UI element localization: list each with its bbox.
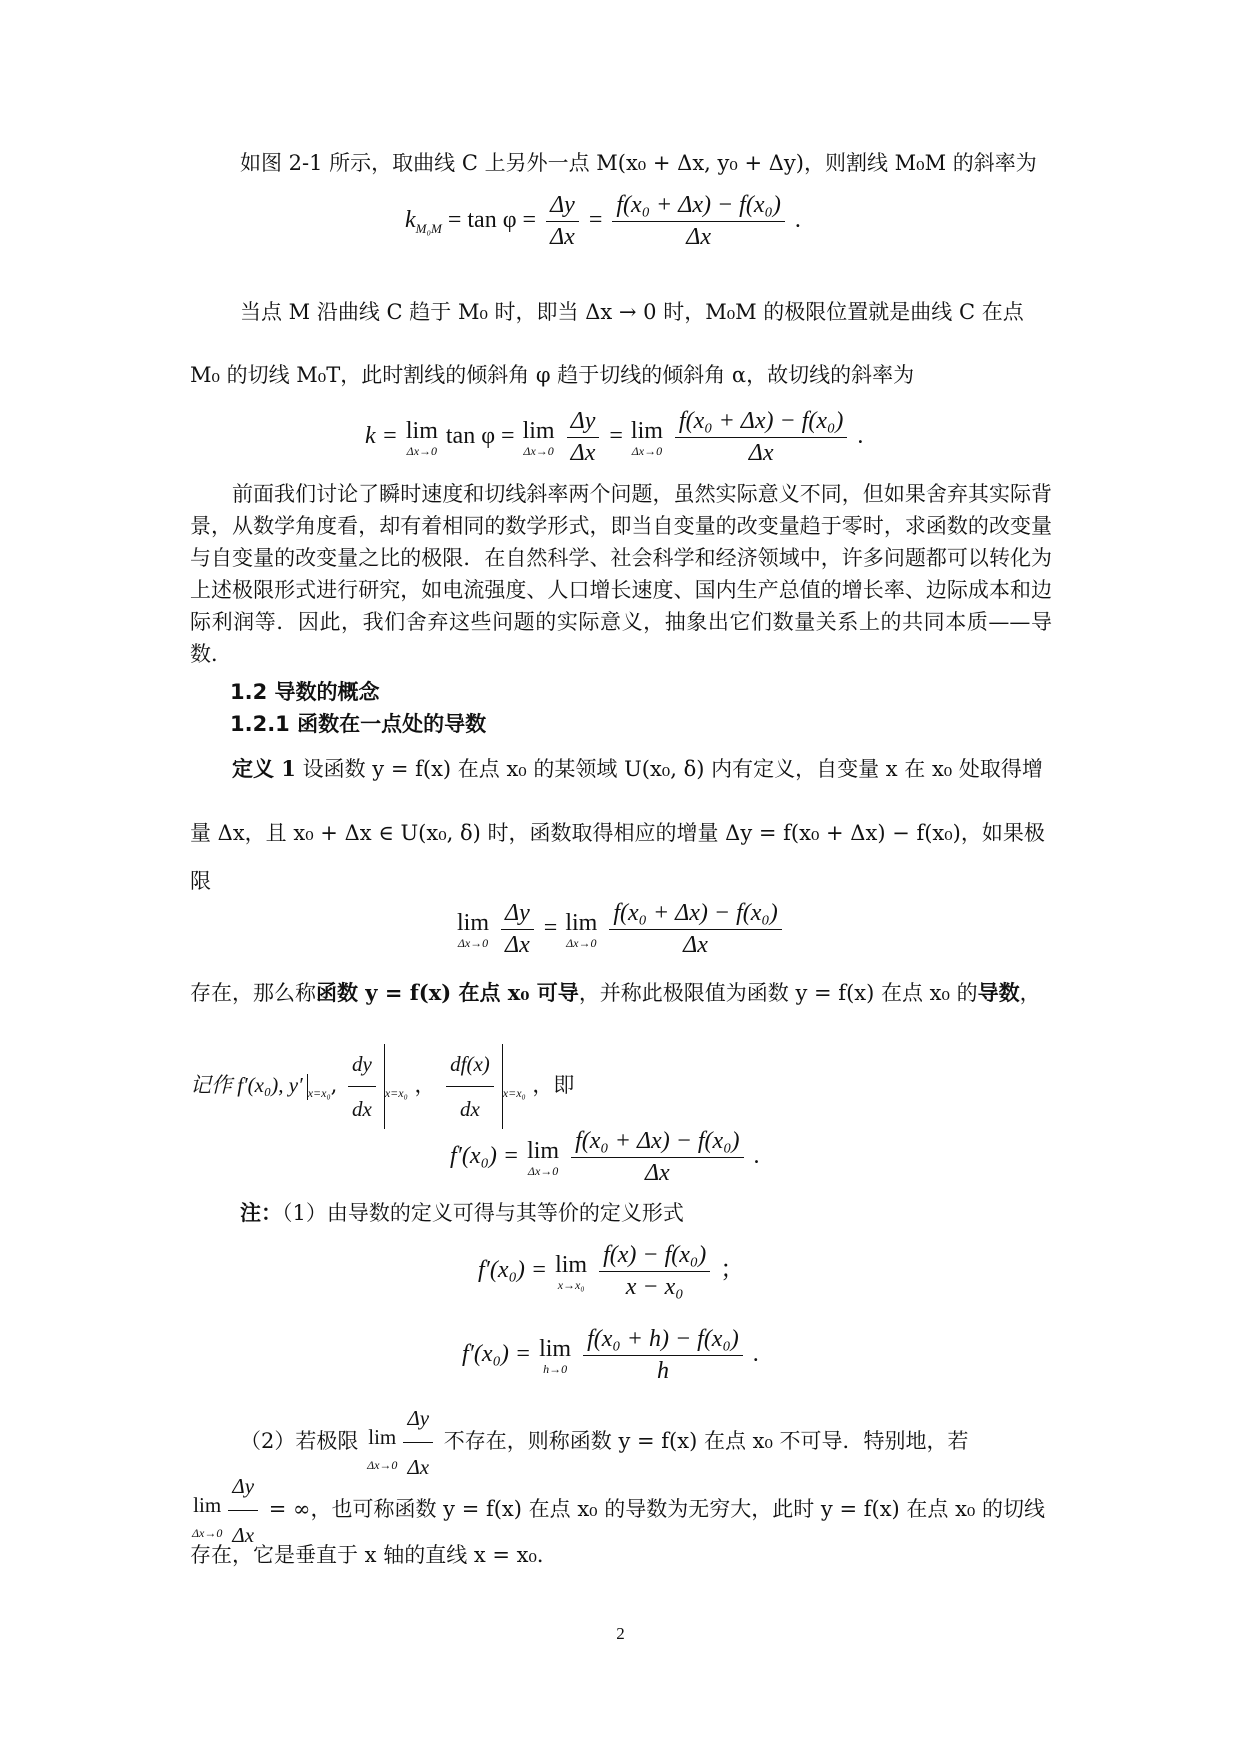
lim-subscript: Δx→0 [523, 444, 554, 458]
fraction-denominator: Δx [505, 932, 530, 958]
fraction-denominator: Δx [232, 1523, 255, 1547]
text-line: 存在，它是垂直于 x 轴的直线 x = x₀． [190, 1543, 558, 1567]
lim-subscript: h→0 [543, 1362, 568, 1376]
limit-operator [565, 910, 597, 949]
fraction-denominator: Δx [748, 440, 774, 466]
lim-subscript: Δx→0 [457, 936, 489, 950]
page-number: 2 [616, 1624, 625, 1643]
notation-line [190, 1044, 574, 1129]
lim-word: lim [527, 1138, 560, 1164]
lim-word: lim [565, 910, 598, 936]
eval-subscript: x=x₀ [384, 1086, 408, 1101]
fraction-numerator: Δy [567, 408, 600, 438]
fraction-denominator: Δx [686, 224, 711, 250]
eq-text: f′(x₀) = [478, 1257, 548, 1284]
text-line: 当点 M 沿曲线 C 趋于 M₀ 时，即当 Δx → 0 时，M₀M 的极限位置就是曲线 C 在点 [240, 300, 1024, 324]
remark-line [240, 1198, 684, 1228]
fraction [583, 1326, 743, 1385]
limit-operator [527, 1138, 559, 1177]
eq-text: = [609, 423, 623, 450]
fraction-numerator: f(x₀ + h) − f(x₀) [583, 1326, 743, 1356]
fraction-numerator: f(x₀ + Δx) − f(x₀) [571, 1128, 743, 1158]
equation-derivative-definition [450, 1128, 760, 1187]
text-span: 存在，那么称 [190, 981, 316, 1005]
fraction [546, 192, 579, 251]
eq-text: = [543, 915, 558, 942]
fraction-denominator: h [656, 1358, 669, 1384]
fraction-denominator: Δx [644, 1160, 670, 1186]
lim-word: lim [368, 1424, 397, 1449]
eq-subscript: M₀M [415, 220, 442, 236]
lim-word: lim [193, 1492, 222, 1517]
fraction [571, 1128, 743, 1187]
remark-label: 注： [240, 1200, 282, 1225]
text-span: ，并称此极限值为函数 y = f(x) 在点 x₀ 的 [578, 981, 978, 1005]
lim-word: lim [522, 418, 555, 444]
limit-operator [523, 418, 555, 457]
eq-text: tan φ = [445, 423, 515, 450]
text-span: = ∞，也可称函数 y = f(x) 在点 x₀ 的导数为无穷大，此时 y = f(x) 在点 x₀ 的切线 [268, 1497, 1046, 1521]
fraction-denominator: Δx [550, 224, 575, 250]
eval-subscript: x=x₀ [502, 1086, 526, 1101]
fraction [612, 192, 784, 251]
fraction-denominator: Δx [683, 932, 708, 958]
equation-tangent-slope [365, 408, 863, 467]
fraction-numerator: f(x₀ + Δx) − f(x₀) [609, 900, 781, 930]
lim-word: lim [630, 418, 663, 444]
equation-equivalent-form-2 [462, 1326, 759, 1385]
lim-subscript: Δx→0 [527, 1164, 559, 1178]
lim-subscript: Δx→0 [192, 1525, 223, 1540]
limit-operator [457, 910, 489, 949]
definition-text: 设函数 y = f(x) 在点 x₀ 的某领域 U(x₀, δ) 内有定义，自变量 x 在 x₀ 处取得增 [302, 757, 1043, 781]
evaluation-bar [344, 1044, 385, 1129]
lim-word: lim [539, 1336, 572, 1362]
limit-operator [631, 418, 663, 457]
lim-subscript: Δx→0 [406, 444, 438, 458]
eval-subscript: x=x₀ [307, 1086, 331, 1101]
limit-operator [555, 1252, 587, 1291]
notation-text: 记作 f′(x₀), y′ [190, 1073, 303, 1097]
limit-operator [192, 1483, 222, 1539]
fraction-numerator: f(x₀ + Δx) − f(x₀) [675, 408, 847, 438]
definition-line [232, 754, 1043, 784]
fraction [609, 900, 781, 959]
definition-label: 定义 1 [232, 756, 296, 781]
section-heading: 1.2 导数的概念 [230, 680, 380, 704]
fraction-numerator: f(x) − f(x₀) [599, 1242, 710, 1272]
fraction-denominator: Δx [570, 440, 596, 466]
fraction-denominator: x − x₀ [625, 1274, 684, 1300]
lim-word: lim [405, 418, 438, 444]
bold-term: 导数 [977, 980, 1020, 1005]
lim-subscript: Δx→0 [631, 444, 663, 458]
fraction [599, 1242, 710, 1301]
text-span: ， [1019, 981, 1041, 1005]
remark-text: （2）若极限 [240, 1429, 359, 1453]
fraction-numerator: f(x₀ + Δx) − f(x₀) [612, 192, 784, 222]
equation-secant-slope [405, 192, 801, 251]
text-line: 如图 2-1 所示，取曲线 C 上另外一点 M(x₀ + Δx, y₀ + Δy)，则割线 M₀M 的斜率为 [240, 151, 1037, 175]
notation-text: ，即 [532, 1073, 575, 1097]
fraction-denominator: Δx [407, 1455, 430, 1479]
eq-text: f′(x₀) = [462, 1341, 532, 1368]
equation-equivalent-form-1 [478, 1242, 744, 1301]
fraction [446, 1044, 494, 1129]
text-line: M₀ 的切线 M₀T，此时割线的倾斜角 φ 趋于切线的倾斜角 α，故切线的斜率为 [190, 363, 915, 387]
fraction [501, 900, 534, 959]
eq-text: . [794, 207, 801, 234]
fraction [348, 1044, 376, 1129]
remark-text: （1）由导数的定义可得与其等价的定义形式 [282, 1201, 684, 1225]
bold-term: 函数 y = f(x) 在点 x₀ 可导 [316, 980, 579, 1005]
body-paragraph: 前面我们讨论了瞬时速度和切线斜率两个问题，虽然实际意义不同，但如果舍弃其实际背景，从数学角度看，却有着相同的数学形式，即当自变量的改变量趋于零时，求函数的改变量与自变量的改变量之比的极限．在自然科学、社会科学和经济领域中，许多问题都可以转化为上述极限形式进行研究，如电流强度、人口增长速度、国内生产总值的增长率、边际成本和边际利润等．因此，我们舍弃这些问题的实际意义，抽象出它们数量关系上的共同本质——导数． [190, 482, 1052, 666]
notation-text: , [330, 1073, 338, 1097]
eq-text: . [857, 423, 864, 450]
fraction-numerator: df(x) [446, 1044, 494, 1087]
limit-operator [367, 1415, 397, 1471]
lim-subscript: x→x₀ [557, 1278, 585, 1292]
eq-text: = tan φ = [447, 207, 537, 234]
fraction [567, 408, 600, 467]
eq-text: . [753, 1143, 760, 1170]
eq-symbol: k [405, 207, 416, 234]
fraction-denominator: dx [352, 1097, 372, 1121]
fraction-numerator: dy [348, 1044, 376, 1087]
eq-text: f′(x₀) = [450, 1143, 520, 1170]
fraction-numerator: Δy [228, 1464, 258, 1511]
equation-derivative-limit [455, 900, 786, 959]
evaluation-bar [442, 1044, 503, 1129]
definition-line: 量 Δx，且 x₀ + Δx ∈ U(x₀, δ) 时，函数取得相应的增量 Δy = f(x₀ + Δx) − f(x₀)，如果极 [190, 821, 1045, 845]
limit-operator [406, 418, 438, 457]
fraction [675, 408, 847, 467]
lim-word: lim [457, 910, 490, 936]
limit-operator [539, 1336, 571, 1375]
fraction-numerator: Δy [501, 900, 534, 930]
lim-subscript: Δx→0 [566, 936, 597, 950]
remark-text: 不存在，则称函数 y = f(x) 在点 x₀ 不可导．特别地，若 [443, 1429, 969, 1453]
fraction-numerator: Δy [403, 1396, 433, 1443]
definition-line: 限 [190, 869, 211, 893]
eq-text: k = [365, 423, 398, 450]
lim-subscript: Δx→0 [367, 1457, 398, 1472]
text-line [190, 978, 1041, 1008]
notation-text: ， [414, 1073, 436, 1097]
subsection-heading: 1.2.1 函数在一点处的导数 [230, 712, 487, 736]
fraction-numerator: Δy [546, 192, 579, 222]
eq-text: = [588, 207, 603, 234]
eq-text: . [752, 1341, 759, 1368]
eq-text: ； [720, 1257, 745, 1284]
fraction-denominator: dx [460, 1097, 480, 1121]
lim-word: lim [555, 1252, 588, 1278]
